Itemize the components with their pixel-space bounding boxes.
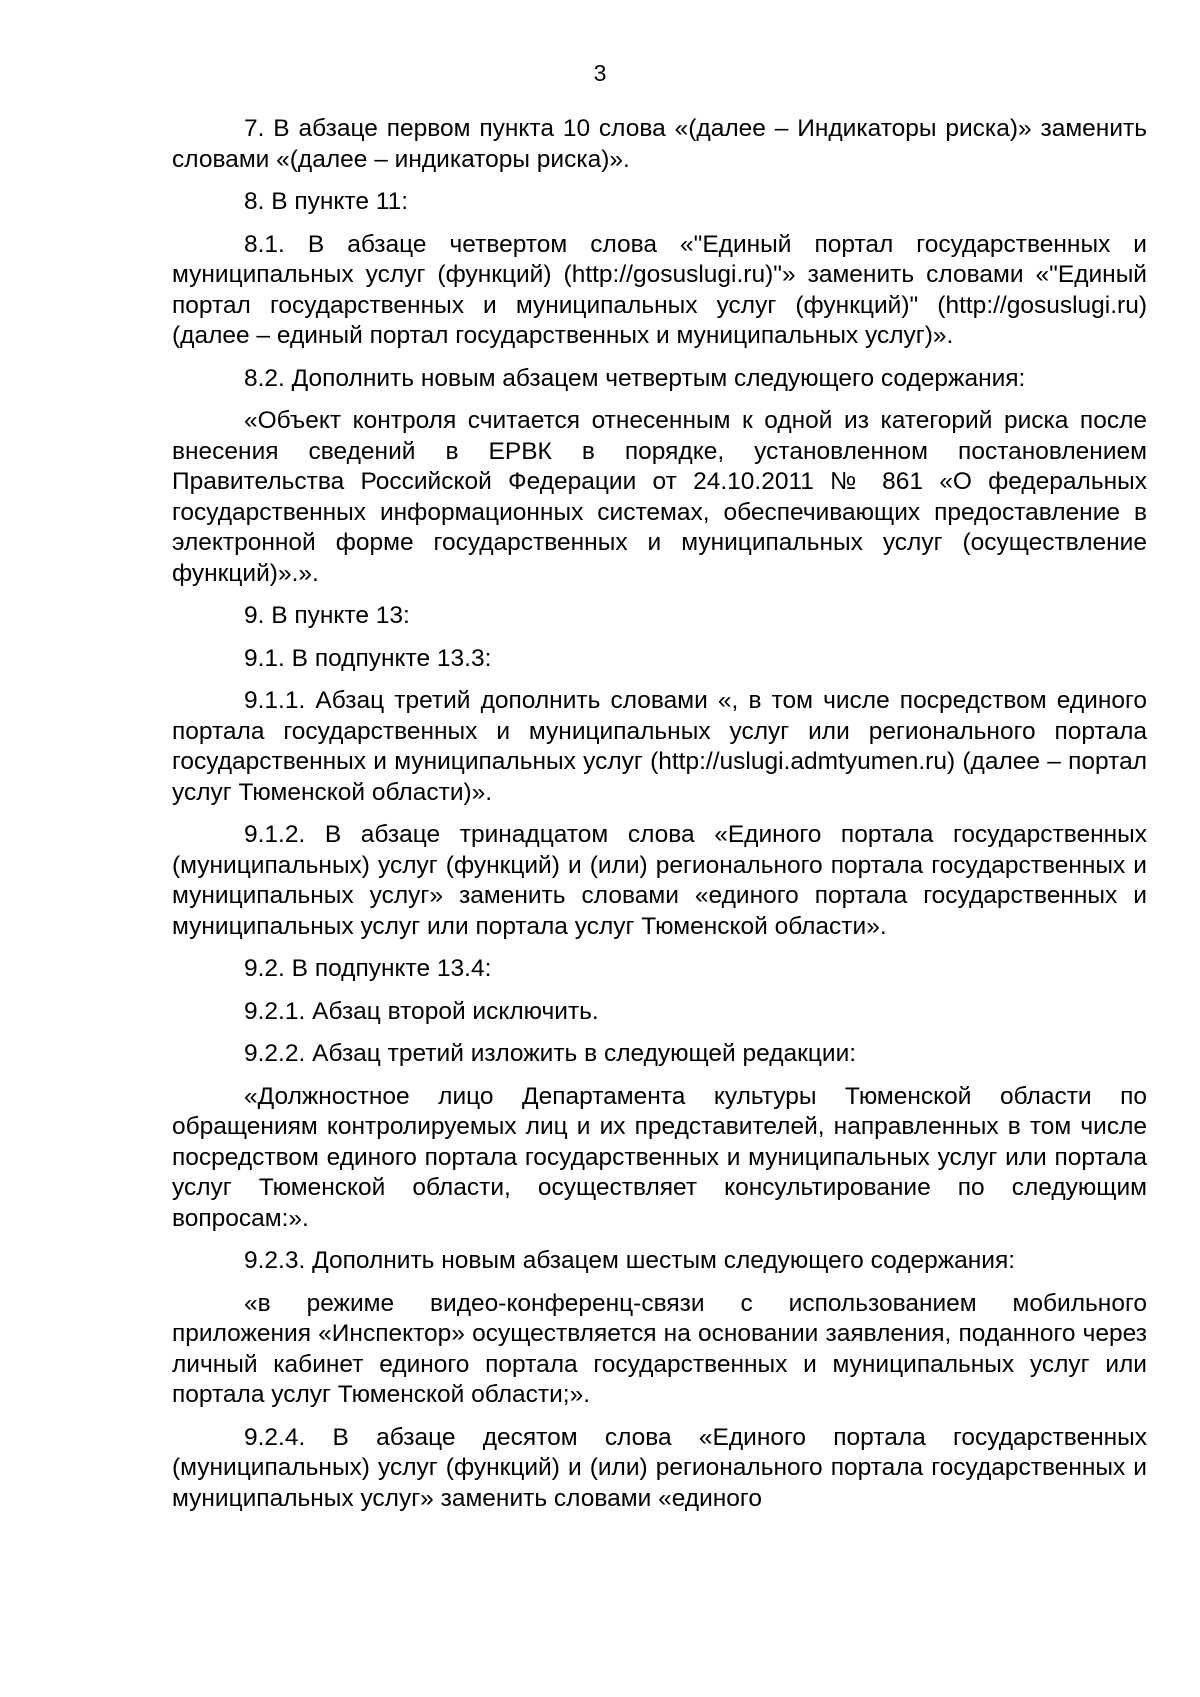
paragraph-9-2-1: 9.2.1. Абзац второй исключить. [244, 997, 599, 1025]
paragraph-8-2-quote: «Объект контроля считается отнесенным к одной из категорий риска после внесения сведений в ЕРВК в порядке, установленном постановлением Правительства Российской Федерации от 24.10.2011 № 861 «О федеральных государственных информационных системах, обеспечивающих предоставление в электронной форме государственных и муниципальных услуг (осуществление функций)».». [172, 407, 1147, 587]
paragraph-9-2-2: 9.2.2. Абзац третий изложить в следующей редакции: [244, 1040, 857, 1067]
paragraph-9-2-3-quote: «в режиме видео-конференц-связи с использованием мобильного приложения «Инспектор» осуществляется на основании заявления, поданного через личный кабинет единого портала государственных и муниципальных услуг или портала услуг Тюменской области;». [172, 1289, 1147, 1408]
document-body [172, 114, 1147, 1526]
paragraph-9-1-2: 9.1.2. В абзаце тринадцатом слова «Единого портала государственных (муниципальных) услуг (функций) и (или) регионального портала государственных и муниципальных услуг» заменить словами «единого портала государственных и муниципальных услуг или портала услуг Тюменской области». [172, 821, 1147, 940]
paragraph-9: 9. В пункте 13: [244, 602, 410, 629]
paragraph-7: 7. В абзаце первом пункта 10 слова «(далее – Индикаторы риска)» заменить словами «(далее – индикаторы риска)». [172, 115, 1147, 173]
page-number: 3 [593, 60, 607, 86]
paragraph-8-1: 8.1. В абзаце четвертом слова «"Единый портал государственных и муниципальных услуг (функций) (http://gosuslugi.ru)"» заменить словами «"Единый портал государственных и муниципальных услуг (функций)" (http://gosuslugi.ru) (далее – единый портал государственных и муниципальных услуг)». [172, 230, 1147, 349]
paragraph-9-1: 9.1. В подпункте 13.3: [244, 644, 492, 672]
paragraph-9-2-3: 9.2.3. Дополнить новым абзацем шестым следующего содержания: [244, 1247, 1016, 1274]
paragraph-9-2: 9.2. В подпункте 13.4: [244, 955, 492, 982]
paragraph-9-1-1: 9.1.1. Абзац третий дополнить словами «, в том числе посредством единого портала государственных и муниципальных услуг или регионального портала государственных и муниципальных услуг (http://uslugi.admtyumen.ru) (далее – портал услуг Тюменской области)». [172, 687, 1147, 806]
paragraph-8-2: 8.2. Дополнить новым абзацем четвертым следующего содержания: [244, 364, 1026, 392]
paragraph-9-2-2-quote: «Должностное лицо Департамента культуры Тюменской области по обращениям контролируемых лиц и их представителей, направленных в том числе посредством единого портала государственных и муниципальных услуг или портала услуг Тюменской области, осуществляет консультирование по следующим вопросам:». [172, 1082, 1147, 1232]
paragraph-9-2-4: 9.2.4. В абзаце десятом слова «Единого портала государственных (муниципальных) услуг (функций) и (или) регионального портала государственных и муниципальных услуг» заменить словами «единого [172, 1423, 1147, 1512]
paragraph-8: 8. В пункте 11: [244, 188, 409, 215]
